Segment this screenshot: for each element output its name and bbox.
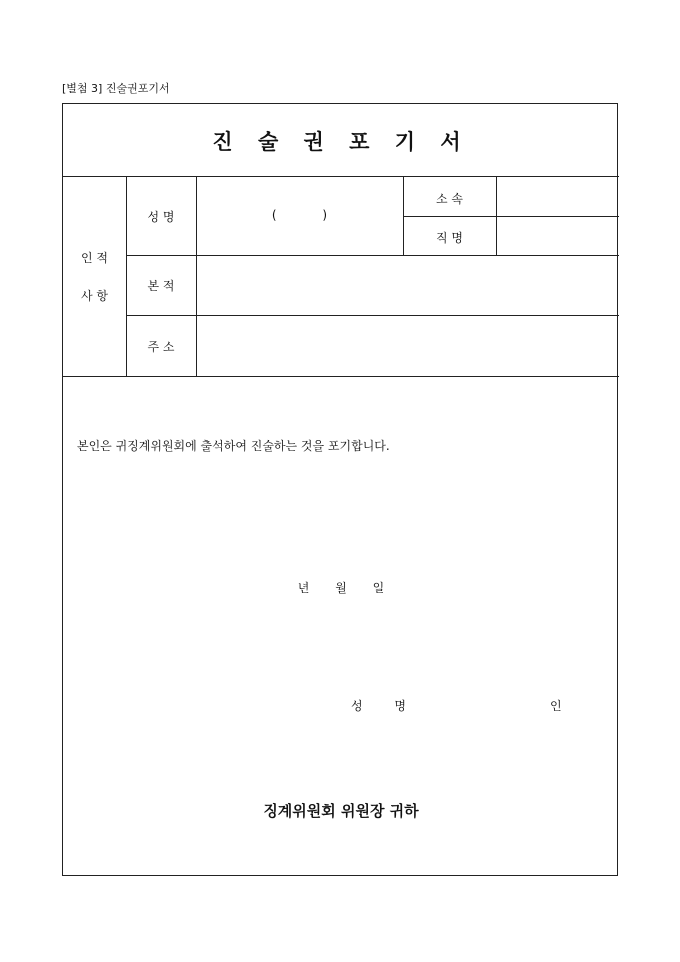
name-row-divider [126, 255, 619, 256]
address-label: 주 소 [147, 340, 175, 354]
affiliation-row-divider [403, 216, 619, 217]
personal-info-label-1: 인 적 [81, 251, 108, 265]
form-title: 진 술 권 포 기 서 [212, 129, 470, 154]
waiver-statement: 본인은 귀징계위원회에 출석하여 진술하는 것을 포기합니다. [77, 439, 390, 453]
waiver-form [62, 103, 618, 876]
table-bottom-divider [63, 376, 619, 377]
addressee: 징계위원회 위원장 귀하 [263, 802, 419, 820]
annex-label: [별첨 3] 진술권포기서 [62, 82, 170, 95]
signature-seal-label: 인 [550, 699, 562, 713]
domicile-label: 본 적 [147, 279, 175, 293]
name-value-field[interactable]: ( ) [271, 208, 328, 222]
domicile-row-divider [126, 315, 619, 316]
label-column-divider [196, 176, 197, 376]
name-label: 성 명 [147, 210, 175, 224]
position-label: 직 명 [436, 231, 463, 245]
personal-info-label-2: 사 항 [81, 289, 108, 303]
signature-name-label: 성 명 [351, 699, 406, 713]
affiliation-label: 소 속 [436, 192, 463, 206]
title-divider [63, 176, 619, 177]
date-line: 년 월 일 [297, 581, 385, 595]
